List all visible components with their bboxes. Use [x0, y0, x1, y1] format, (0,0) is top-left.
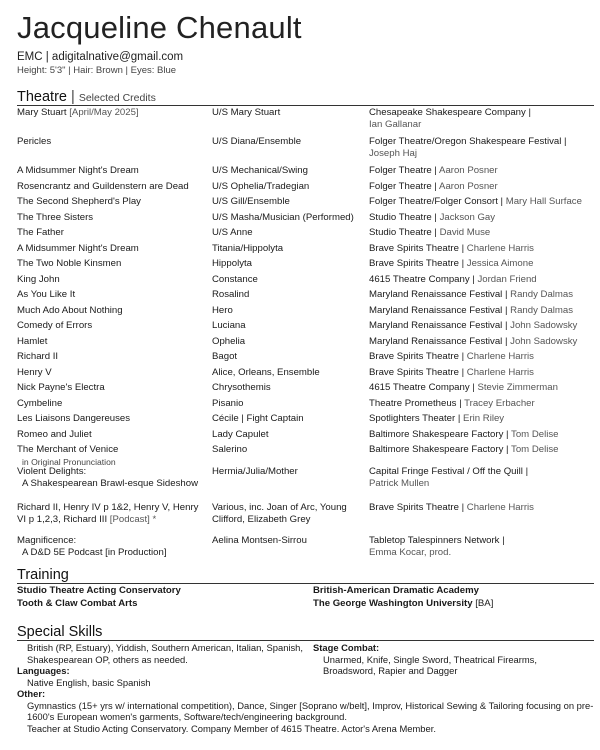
credit-role: U/S Ophelia/Tradegian	[212, 180, 310, 192]
theatre-rule	[17, 105, 594, 106]
credit-row	[17, 196, 597, 212]
credit-company: Spotlighters Theater | Erin Riley	[369, 413, 505, 424]
credit-show: Romeo and Juliet	[17, 428, 92, 440]
credit-row	[17, 351, 597, 367]
credit-show: The Second Shepherd's Play	[17, 196, 141, 207]
credit-director: David Muse	[439, 227, 491, 238]
credit-role: U/S Diana/Ensemble	[212, 136, 302, 147]
credit-company: Folger Theatre/Folger Consort | Mary Hall Surface	[369, 196, 582, 207]
credit-company: Capital Fringe Festival / Off the Quill | Patrick Mullen	[369, 466, 597, 490]
skills-title: Special Skills	[17, 624, 103, 640]
credit-role: Bagot	[212, 351, 238, 362]
credit-show: Cymbeline	[17, 397, 63, 409]
credit-director: Charlene Harris	[466, 242, 534, 254]
credit-role: U/S Gill/Ensemble	[212, 196, 290, 207]
credit-show: Richard II	[17, 351, 59, 362]
credit-role: Various, inc. Joan of Arc, Young Clifford, Elizabeth Grey	[212, 502, 347, 525]
credit-company: Brave Spirits Theatre | Jessica Aimone	[369, 258, 534, 269]
credit-director: Charlene Harris	[466, 366, 534, 378]
credit-role: Chrysothemis	[212, 382, 271, 393]
theatre-title: Theatre	[17, 89, 67, 105]
theatre-heading: Theatre | Selected Credits	[17, 89, 156, 105]
credit-row	[17, 367, 597, 383]
credit-row	[17, 466, 597, 502]
credit-show-note: A D&D 5E Podcast [in Production]	[22, 547, 167, 558]
credit-show: A Midsummer Night's Dream	[17, 242, 139, 254]
credit-row	[17, 444, 597, 466]
credit-row	[17, 336, 597, 352]
theatre-subtitle: Selected Credits	[78, 92, 156, 104]
credit-role: Titania/Hippolyta	[212, 242, 284, 254]
credit-show: The Merchant of Venice in Original Pronunciation	[17, 444, 207, 468]
credit-company: Folger Theatre | Aaron Posner	[369, 180, 498, 192]
credit-role: Cécile | Fight Captain	[212, 413, 304, 424]
credit-role: Constance	[212, 273, 258, 285]
credit-director: Tracey Erbacher	[464, 397, 535, 409]
credit-director: Tom Delise	[511, 444, 559, 455]
credit-show-note: in Original Pronunciation	[22, 457, 116, 467]
credit-company: Maryland Renaissance Festival | Randy Dalmas	[369, 289, 574, 300]
skills-section	[17, 642, 597, 734]
credit-company: Brave Spirits Theatre | Charlene Harris	[369, 366, 534, 378]
credit-director: Ian Gallanar	[369, 119, 422, 130]
credit-row	[17, 212, 597, 228]
credit-row	[17, 274, 597, 290]
credit-show: Richard II, Henry IV p 1&2, Henry V, Henry VI p 1,2,3, Richard III [Podcast] *	[17, 502, 199, 525]
credit-role: Ophelia	[212, 335, 246, 347]
credit-row	[17, 502, 597, 535]
credit-director: Jessica Aimone	[466, 258, 534, 269]
credit-show: Henry V	[17, 366, 52, 378]
credit-role: Rosalind	[212, 289, 250, 300]
credit-role: Salerino	[212, 444, 248, 455]
credit-row	[17, 289, 597, 305]
credit-row	[17, 243, 597, 259]
credit-row	[17, 136, 597, 165]
credit-director: Patrick Mullen	[369, 478, 430, 489]
credit-director: Jordan Friend	[477, 273, 537, 285]
credit-company: Folger Theatre | Aaron Posner	[369, 165, 498, 176]
credit-show: The Two Noble Kinsmen	[17, 258, 122, 269]
credit-show: Magnificence: A D&D 5E Podcast [in Production]	[17, 535, 207, 559]
other-text-2: Teacher at Studio Acting Conservatory. Company Member of 4615 Theatre. Actor's Arena Member.	[27, 722, 436, 734]
credit-role: U/S Mechanical/Swing	[212, 165, 308, 176]
credit-role: Aelina Montsen-Sirrou	[212, 535, 307, 546]
credit-show: The Three Sisters	[17, 211, 94, 223]
credit-director: Charlene Harris	[466, 502, 534, 513]
training-title: Training	[17, 567, 69, 583]
credit-director: Randy Dalmas	[510, 289, 574, 300]
credit-role: Pisanio	[212, 397, 244, 409]
credit-director: Emma Kocar, prod.	[369, 547, 452, 558]
credit-role: U/S Masha/Musician (Performed)	[212, 211, 354, 223]
credit-show: The Father	[17, 227, 64, 238]
credit-company: Folger Theatre/Oregon Shakespeare Festival | Joseph Haj	[369, 136, 597, 160]
credit-company: Theatre Prometheus | Tracey Erbacher	[369, 397, 535, 409]
credit-company: Maryland Renaissance Festival | Randy Dalmas	[369, 304, 574, 316]
training-item: British-American Dramatic Academy	[313, 585, 479, 596]
credit-company: 4615 Theatre Company | Jordan Friend	[369, 273, 537, 285]
credit-role: Hippolyta	[212, 258, 252, 269]
other-label: Other:	[17, 688, 46, 699]
credit-company: Brave Spirits Theatre | Charlene Harris	[369, 242, 534, 254]
theatre-credits-table	[17, 107, 597, 563]
credit-row	[17, 107, 597, 136]
credit-company: Maryland Renaissance Festival | John Sadowsky	[369, 335, 578, 347]
credit-show-note: [Podcast] *	[109, 514, 157, 525]
credit-director: Aaron Posner	[439, 165, 498, 176]
credit-company: Maryland Renaissance Festival | John Sadowsky	[369, 320, 578, 331]
languages-label: Languages:	[17, 665, 70, 676]
credit-row	[17, 258, 597, 274]
credit-role: Lady Capulet	[212, 428, 269, 440]
degree-note: [BA]	[475, 597, 494, 609]
credit-role: Alice, Orleans, Ensemble	[212, 366, 320, 378]
credit-director: Mary Hall Surface	[505, 196, 582, 207]
credit-show: King John	[17, 273, 60, 285]
dialects-text: British (RP, Estuary), Yiddish, Southern American, Italian, Spanish, Shakespearean OP, others as needed.	[27, 642, 304, 665]
training-item: The George Washington University [BA]	[313, 597, 494, 609]
credit-row	[17, 181, 597, 197]
other-text: Gymnastics (15+ yrs w/ international competition), Dance, Singer [Soprano w/belt], Improv, Historical Sewing & Tailoring focusing on pre-1600's European women's garments, Software/tech/engineering background.	[27, 699, 594, 722]
credit-show: Nick Payne's Electra	[17, 382, 105, 393]
credit-row	[17, 165, 597, 181]
credit-show: Pericles	[17, 136, 52, 147]
credit-company: Chesapeake Shakespeare Company | Ian Gallanar	[369, 107, 597, 131]
credit-row	[17, 382, 597, 398]
credit-show: A Midsummer Night's Dream	[17, 165, 139, 176]
credit-company: Baltimore Shakespeare Factory | Tom Delise	[369, 444, 559, 455]
actor-name: Jacqueline Chenault	[17, 10, 302, 45]
skills-rule	[17, 640, 594, 641]
credit-show: As You Like It	[17, 289, 76, 300]
credit-show: Much Ado About Nothing	[17, 304, 123, 316]
credit-company: Brave Spirits Theatre | Charlene Harris	[369, 502, 534, 513]
credit-row	[17, 535, 597, 563]
credit-director: Randy Dalmas	[510, 304, 574, 316]
training-rule	[17, 583, 594, 584]
credit-row	[17, 413, 597, 429]
stage-combat-label: Stage Combat:	[313, 642, 380, 653]
credit-row	[17, 398, 597, 414]
credit-company: Studio Theatre | Jackson Gay	[369, 211, 496, 223]
training-item: Tooth & Claw Combat Arts	[17, 597, 138, 609]
credit-company: Studio Theatre | David Muse	[369, 227, 491, 238]
credit-row	[17, 320, 597, 336]
credit-show: Hamlet	[17, 335, 48, 347]
credit-role: Hero	[212, 304, 233, 316]
credit-director: Tom Delise	[511, 428, 559, 440]
credit-show: Violent Delights: A Shakespearean Brawl-esque Sideshow	[17, 466, 207, 490]
credit-company: 4615 Theatre Company | Stevie Zimmerman	[369, 382, 558, 393]
credit-show: Mary Stuart [April/May 2025]	[17, 107, 139, 118]
training-item: Studio Theatre Acting Conservatory	[17, 585, 181, 596]
credit-director: Charlene Harris	[466, 351, 534, 362]
credit-row	[17, 429, 597, 445]
credit-show-note: A Shakespearean Brawl-esque Sideshow	[22, 478, 198, 489]
credit-show: Comedy of Errors	[17, 320, 93, 331]
credit-role: Hermia/Julia/Mother	[212, 466, 298, 477]
credit-director: Stevie Zimmerman	[477, 382, 558, 393]
contact-line: EMC | adigitalnative@gmail.com	[17, 51, 184, 63]
credit-director: Erin Riley	[463, 413, 505, 424]
credit-company: Baltimore Shakespeare Factory | Tom Delise	[369, 428, 559, 440]
credit-role: U/S Mary Stuart	[212, 107, 281, 118]
credit-row	[17, 305, 597, 321]
credit-director: Joseph Haj	[369, 148, 417, 159]
physical-stats: Height: 5'3" | Hair: Brown | Eyes: Blue	[17, 65, 177, 76]
credit-show-note: [April/May 2025]	[69, 107, 139, 118]
credit-role: U/S Anne	[212, 227, 253, 238]
credit-company: Brave Spirits Theatre | Charlene Harris	[369, 351, 534, 362]
credit-role: Luciana	[212, 320, 246, 331]
languages-text: Native English, basic Spanish	[27, 676, 151, 688]
credit-row	[17, 227, 597, 243]
credit-show: Les Liaisons Dangereuses	[17, 413, 131, 424]
credit-director: John Sadowsky	[510, 320, 578, 331]
stage-combat-text: Unarmed, Knife, Single Sword, Theatrical Firearms, Broadsword, Rapier and Dagger	[323, 653, 537, 676]
credit-company: Tabletop Talespinners Network | Emma Kocar, prod.	[369, 535, 597, 559]
credit-show: Rosencrantz and Guildenstern are Dead	[17, 180, 189, 192]
credit-director: Jackson Gay	[439, 211, 496, 223]
credit-director: John Sadowsky	[510, 335, 578, 347]
credit-director: Aaron Posner	[439, 180, 498, 192]
